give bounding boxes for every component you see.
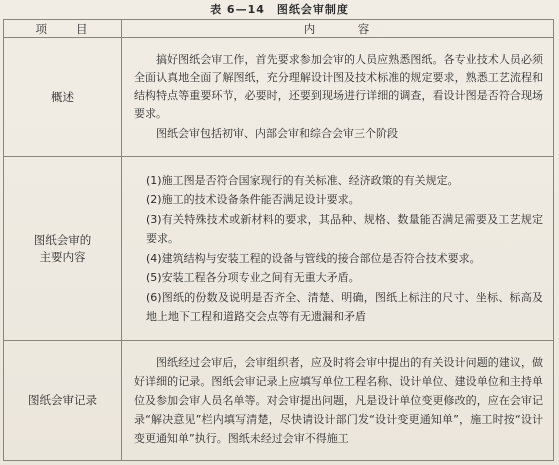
list-item: (6)图纸的份数及说明是否齐全、清楚、明确，图纸上标注的尺寸、坐标、标高及地上地下工程和道路交会点等有无遗漏和矛盾 <box>146 290 543 323</box>
record-paragraph: 图纸经过会审后，会审组织者，应及时将会审中提出的有关设计问题的建议，做好详细的记录。图纸会审记录上应填写单位工程名称、设计单位、建设单位和主持单位及参加会审人员名单等。对会审提出问题，凡是设计单位变更修改的，应在会审记录“解决意见”栏内填写清楚，尽快请设计部门发“设计变更通知单”，施工时按“设计变更通知单”执行。图纸未经过会审不得施工 <box>134 356 543 445</box>
row-label-review-record: 图纸会审记录 <box>4 341 122 461</box>
list-item: (3)有关特殊技术或新材料的要求，其品种、规格、数量能否满足需要及工艺规定要求。 <box>146 212 543 245</box>
row-content-overview <box>122 38 554 157</box>
row-content-review-record <box>122 341 554 461</box>
list-item: (2)施工的技术设备条件能否满足设计要求。 <box>146 193 360 206</box>
overview-paragraph: 图纸会审包括初审、内部会审和综合会审三个阶段 <box>156 127 398 140</box>
header-content: 内 容 <box>122 20 554 38</box>
row-label-overview: 概述 <box>4 38 122 157</box>
table-header-row <box>4 20 554 38</box>
table-row-overview <box>4 38 554 157</box>
header-item: 项 目 <box>4 20 122 38</box>
list-item: (4)建筑结构与安装工程的设备与管线的接合部位是否符合技术要求。 <box>146 251 481 265</box>
review-system-table <box>3 19 554 461</box>
table-caption: 表 6—14 图纸会审制度 <box>210 3 349 16</box>
row-label-main-content <box>4 157 122 341</box>
row-label-line: 图纸会审的 <box>33 232 92 247</box>
list-item: (1)施工图是否符合国家现行的有关标准、经济政策的有关规定。 <box>146 173 459 187</box>
overview-paragraph: 搞好图纸会审工作，首先要求参加会审的人员应熟悉图纸。各专业技术人员必须全面认真地全面了解图纸，充分理解设计图及技术标准的规定要求，熟悉工艺流程和结构特点等重要环节，必要时，还要到现场进行详细的调查，看设计图是否符合现场要求。 <box>134 53 543 120</box>
table-row-review-record <box>4 341 554 461</box>
row-label-line: 主要内容 <box>39 249 86 264</box>
table-row-main-content <box>4 157 554 341</box>
list-item: (5)安装工程各分项专业之间有无重大矛盾。 <box>146 271 360 284</box>
row-content-main-content <box>122 157 554 341</box>
